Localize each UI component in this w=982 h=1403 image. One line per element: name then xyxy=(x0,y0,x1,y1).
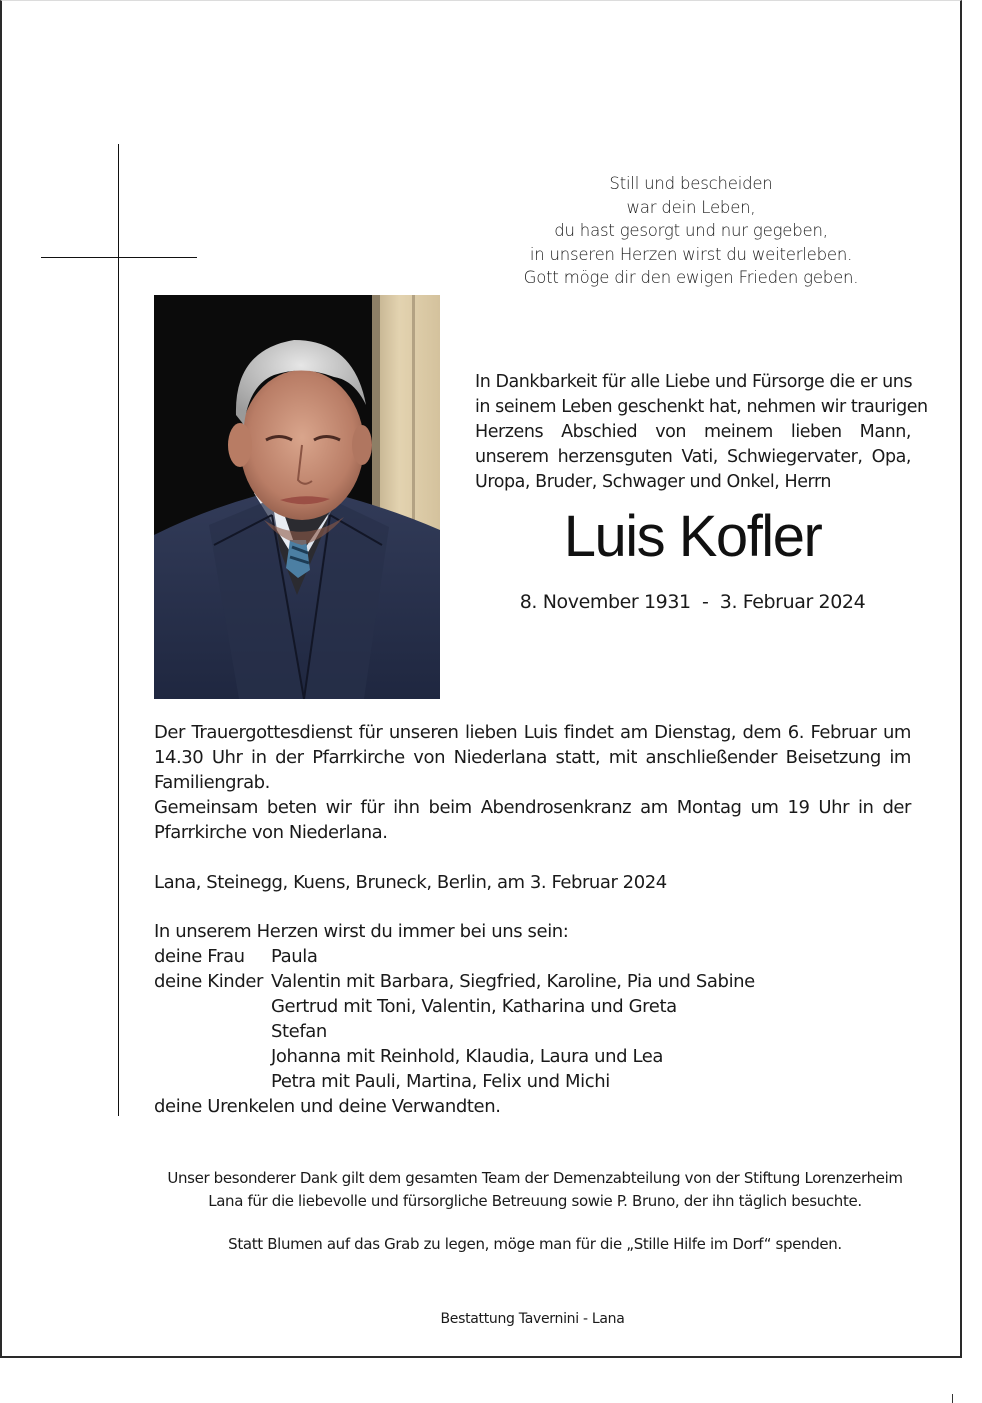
service-line: 14.30 Uhr in der Pfarrkirche von Niederlana statt, mit anschließender Beisetzung im xyxy=(154,747,911,768)
portrait-photo xyxy=(154,295,440,699)
thanks-line: Unser besonderer Dank gilt dem gesamten Team der Demenzabteilung von der Stiftung Lorenzerheim xyxy=(167,1169,903,1187)
family-names: Petra mit Pauli, Martina, Felix und Michi xyxy=(271,1071,610,1092)
intro-line: In Dankbarkeit für alle Liebe und Fürsorge die er uns xyxy=(475,372,913,392)
poem-line: Still und bescheiden xyxy=(609,174,773,193)
family-names: Valentin mit Barbara, Siegfried, Karoline, Pia und Sabine xyxy=(271,971,755,992)
cross-icon-horizontal xyxy=(41,257,197,258)
service-line: Gemeinsam beten wir für ihn beim Abendrosenkranz am Montag um 19 Uhr in der xyxy=(154,797,911,818)
undertaker-credit: Bestattung Tavernini - Lana xyxy=(440,1311,625,1327)
family-names: Paula xyxy=(271,946,318,967)
cross-icon-vertical xyxy=(118,144,119,1116)
family-role: deine Frau xyxy=(154,946,245,967)
family-row xyxy=(154,1069,914,1094)
family-intro-text: In unserem Herzen wirst du immer bei uns sein: xyxy=(154,921,569,942)
place-date: Lana, Steinegg, Kuens, Bruneck, Berlin, am 3. Februar 2024 xyxy=(154,872,667,893)
intro-line: Uropa, Bruder, Schwager und Onkel, Herrn xyxy=(475,472,832,492)
deceased-name: Luis Kofler xyxy=(563,504,822,569)
poem-line: war dein Leben, xyxy=(626,197,756,217)
service-line: Der Trauergottesdienst für unseren lieben Luis findet am Dienstag, dem 6. Februar um xyxy=(154,722,911,743)
corner-mark xyxy=(952,1394,953,1403)
intro-line: in seinem Leben geschenkt hat, nehmen wir traurigen xyxy=(475,397,928,417)
family-row xyxy=(154,969,914,994)
thanks-line: Lana für die liebevolle und fürsorgliche Betreuung sowie P. Bruno, der ihn täglich besuchte. xyxy=(208,1191,862,1210)
poem-line: in unseren Herzen wirst du weiterleben. xyxy=(529,244,853,264)
family-row xyxy=(154,944,914,969)
family-role: deine Kinder xyxy=(154,971,264,992)
family-names: Gertrud mit Toni, Valentin, Katharina und Greta xyxy=(271,996,677,1017)
thanks-note xyxy=(150,1167,920,1212)
poem-line: Gott möge dir den ewigen Frieden geben. xyxy=(523,268,859,287)
intro-line: Herzens Abschied von meinem lieben Mann, xyxy=(475,422,911,442)
poem-line: du hast gesorgt und nur gegeben, xyxy=(554,221,828,240)
family-names: Johanna mit Reinhold, Klaudia, Laura und Lea xyxy=(271,1046,664,1067)
family-list xyxy=(154,919,914,1119)
family-names: Stefan xyxy=(271,1021,327,1042)
donation-note: Statt Blumen auf das Grab zu legen, möge man für die „Stille Hilfe im Dorf“ spenden. xyxy=(228,1235,842,1253)
family-intro xyxy=(154,919,914,944)
intro-paragraph xyxy=(475,370,928,495)
family-closing-text: deine Urenkelen und deine Verwandten. xyxy=(154,1096,501,1117)
service-line: Pfarrkirche von Niederlana. xyxy=(154,822,388,843)
service-line: Familiengrab. xyxy=(154,772,270,793)
family-closing xyxy=(154,1094,914,1119)
memorial-poem xyxy=(500,172,882,290)
family-row xyxy=(154,1044,914,1069)
service-announcement xyxy=(154,720,911,845)
life-dates: 8. November 1931 - 3. Februar 2024 xyxy=(519,591,866,613)
family-row xyxy=(154,1019,914,1044)
family-row xyxy=(154,994,914,1019)
intro-line: unserem herzensguten Vati, Schwiegervater, Opa, xyxy=(475,447,911,467)
